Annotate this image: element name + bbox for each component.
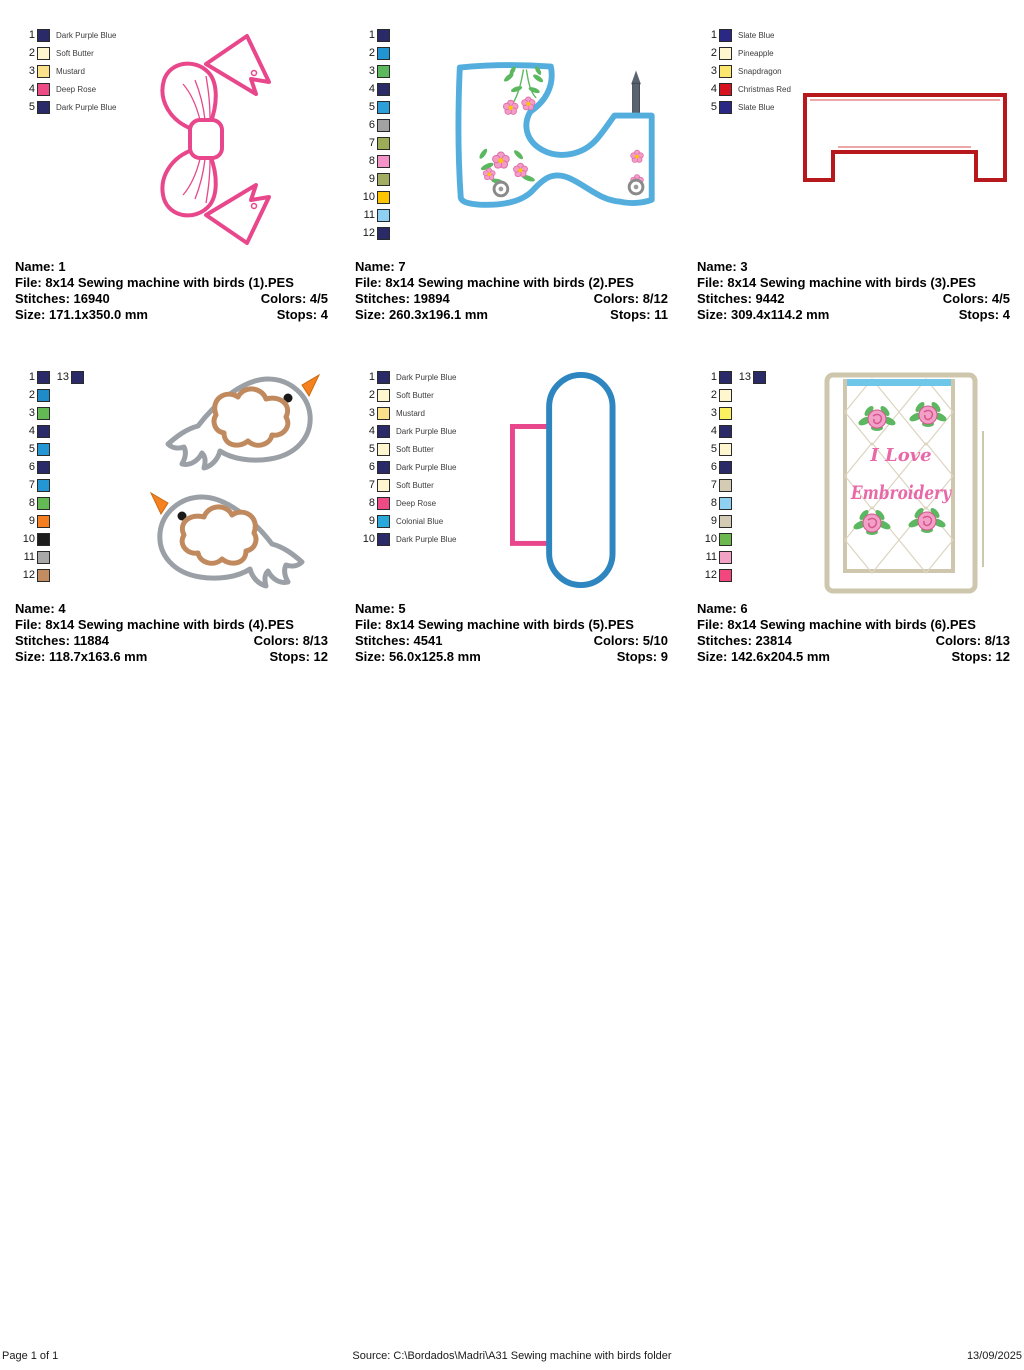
design-card-5 xyxy=(355,366,668,706)
color-legend-row xyxy=(355,440,456,458)
thread-color-legend xyxy=(355,368,456,548)
color-name: Christmas Red xyxy=(738,84,791,94)
footer-date: 13/09/2025 xyxy=(966,1350,1022,1362)
color-number: 2 xyxy=(710,47,717,59)
color-legend-row xyxy=(15,494,84,512)
two-birds-thumbnail xyxy=(138,371,335,599)
color-swatch xyxy=(37,83,50,96)
color-swatch xyxy=(377,371,390,384)
thread-color-legend xyxy=(697,368,766,584)
color-legend-row xyxy=(697,62,791,80)
design-size: Size: 142.6x204.5 mm xyxy=(697,649,830,664)
design-colors: Colors: 8/13 xyxy=(935,633,1010,648)
color-swatch xyxy=(719,533,732,546)
color-number: 10 xyxy=(704,533,717,545)
color-number: 3 xyxy=(368,65,375,77)
color-legend-row xyxy=(15,368,84,386)
color-number: 1 xyxy=(28,371,35,383)
color-number: 7 xyxy=(368,137,375,149)
design-stops: Stops: 12 xyxy=(951,649,1010,664)
color-legend-row xyxy=(355,386,456,404)
color-name: Dark Purple Blue xyxy=(56,102,117,112)
color-swatch xyxy=(377,407,390,420)
color-swatch xyxy=(719,83,732,96)
color-number: 4 xyxy=(28,425,35,437)
color-legend-row xyxy=(697,386,766,404)
color-number: 10 xyxy=(362,533,375,545)
color-legend-row xyxy=(355,188,390,206)
color-swatch xyxy=(37,497,50,510)
design-size: Size: 260.3x196.1 mm xyxy=(355,307,488,322)
color-swatch xyxy=(37,569,50,582)
color-name: Slate Blue xyxy=(738,30,775,40)
color-number: 9 xyxy=(28,515,35,527)
color-legend-row xyxy=(15,98,116,116)
color-legend-row xyxy=(697,566,766,584)
color-swatch xyxy=(719,371,732,384)
thread-color-legend xyxy=(355,26,390,242)
color-legend-row xyxy=(15,530,84,548)
color-name: Colonial Blue xyxy=(396,516,444,526)
color-name: Soft Butter xyxy=(396,444,434,454)
design-stitches: Stitches: 4541 xyxy=(355,633,443,648)
color-swatch xyxy=(719,569,732,582)
color-swatch xyxy=(377,29,390,42)
color-number: 2 xyxy=(368,389,375,401)
design-size: Size: 56.0x125.8 mm xyxy=(355,649,481,664)
design-metadata xyxy=(15,601,328,665)
design-size: Size: 309.4x114.2 mm xyxy=(697,307,830,322)
color-legend-row xyxy=(697,80,791,98)
color-legend-row xyxy=(15,512,84,530)
color-legend-row xyxy=(355,476,456,494)
color-swatch xyxy=(719,65,732,78)
color-swatch xyxy=(377,227,390,240)
color-swatch xyxy=(37,533,50,546)
color-swatch xyxy=(719,551,732,564)
design-name: Name: 7 xyxy=(355,259,406,274)
color-number: 4 xyxy=(28,83,35,95)
color-legend-row xyxy=(355,206,390,224)
color-legend-row xyxy=(355,44,390,62)
color-swatch xyxy=(377,65,390,78)
color-swatch xyxy=(719,497,732,510)
color-number: 3 xyxy=(28,407,35,419)
color-number: 1 xyxy=(710,371,717,383)
color-legend-row xyxy=(697,458,766,476)
design-colors: Colors: 8/13 xyxy=(253,633,328,648)
color-number: 8 xyxy=(28,497,35,509)
color-legend-row xyxy=(355,368,456,386)
color-number: 5 xyxy=(710,443,717,455)
design-file: File: 8x14 Sewing machine with birds (5).PES xyxy=(355,617,634,632)
color-legend-row xyxy=(697,422,766,440)
color-legend-row xyxy=(15,62,116,80)
design-card-4 xyxy=(15,366,328,706)
color-legend-row xyxy=(355,512,456,530)
color-number: 2 xyxy=(28,389,35,401)
color-name: Mustard xyxy=(396,408,425,418)
color-swatch xyxy=(719,389,732,402)
color-legend-row xyxy=(355,530,456,548)
color-number: 5 xyxy=(368,101,375,113)
color-number: 8 xyxy=(368,497,375,509)
color-legend-row xyxy=(697,548,766,566)
color-number: 6 xyxy=(28,461,35,473)
color-swatch xyxy=(37,371,50,384)
color-number: 5 xyxy=(28,443,35,455)
color-number: 1 xyxy=(368,371,375,383)
color-number: 4 xyxy=(368,83,375,95)
color-number: 3 xyxy=(368,407,375,419)
design-file: File: 8x14 Sewing machine with birds (4).PES xyxy=(15,617,294,632)
color-legend-row xyxy=(697,368,766,386)
design-file: File: 8x14 Sewing machine with birds (2).PES xyxy=(355,275,634,290)
color-swatch xyxy=(377,515,390,528)
design-card-7 xyxy=(355,24,668,364)
color-legend-row xyxy=(697,26,791,44)
color-number: 3 xyxy=(28,65,35,77)
color-number: 4 xyxy=(368,425,375,437)
color-swatch xyxy=(377,155,390,168)
color-swatch xyxy=(719,29,732,42)
design-name: Name: 3 xyxy=(697,259,748,274)
color-number: 9 xyxy=(368,173,375,185)
color-name: Slate Blue xyxy=(738,102,775,112)
color-number: 6 xyxy=(368,119,375,131)
color-name: Deep Rose xyxy=(56,84,97,94)
color-number: 9 xyxy=(368,515,375,527)
color-number: 10 xyxy=(362,191,375,203)
color-swatch xyxy=(719,443,732,456)
color-swatch xyxy=(71,371,84,384)
design-stops: Stops: 9 xyxy=(616,649,668,664)
color-number: 2 xyxy=(710,389,717,401)
embroidery-frame-thumbnail xyxy=(823,371,991,599)
design-stitches: Stitches: 19894 xyxy=(355,291,450,306)
frame-text-line1: I Love xyxy=(870,445,932,466)
color-number: 13 xyxy=(56,371,69,383)
color-number: 3 xyxy=(710,407,717,419)
color-swatch xyxy=(37,425,50,438)
color-swatch xyxy=(37,47,50,60)
design-file: File: 8x14 Sewing machine with birds (1).PES xyxy=(15,275,294,290)
color-legend-row xyxy=(15,440,84,458)
color-legend-row xyxy=(355,98,390,116)
design-file: File: 8x14 Sewing machine with birds (6).PES xyxy=(697,617,976,632)
design-card-6 xyxy=(697,366,1010,706)
color-number: 1 xyxy=(368,29,375,41)
color-legend-row xyxy=(15,548,84,566)
design-colors: Colors: 8/12 xyxy=(593,291,668,306)
design-name: Name: 5 xyxy=(355,601,406,616)
color-number: 1 xyxy=(710,29,717,41)
color-swatch xyxy=(377,47,390,60)
color-number: 11 xyxy=(23,551,35,563)
color-number: 7 xyxy=(710,479,717,491)
design-name: Name: 6 xyxy=(697,601,748,616)
footer-page-number: Page 1 of 1 xyxy=(2,1350,59,1362)
color-swatch xyxy=(37,101,50,114)
design-size: Size: 171.1x350.0 mm xyxy=(15,307,148,322)
color-swatch xyxy=(377,497,390,510)
color-legend-row xyxy=(355,458,456,476)
color-swatch xyxy=(377,173,390,186)
color-legend-row xyxy=(355,170,390,188)
color-legend-row xyxy=(355,116,390,134)
color-name: Soft Butter xyxy=(396,390,434,400)
color-swatch xyxy=(37,407,50,420)
color-legend-row xyxy=(355,224,390,242)
color-number: 4 xyxy=(710,425,717,437)
color-legend-row xyxy=(697,494,766,512)
color-swatch xyxy=(377,101,390,114)
page-footer xyxy=(0,1350,1024,1366)
color-swatch xyxy=(719,461,732,474)
color-swatch xyxy=(37,443,50,456)
color-name: Dark Purple Blue xyxy=(396,462,457,472)
color-swatch xyxy=(377,209,390,222)
color-legend-row xyxy=(15,44,116,62)
design-stops: Stops: 4 xyxy=(276,307,328,322)
color-legend-row xyxy=(15,566,84,584)
frame-text-line2: Embroidery xyxy=(850,482,953,504)
color-swatch xyxy=(377,443,390,456)
color-name: Deep Rose xyxy=(396,498,437,508)
color-legend-row xyxy=(355,494,456,512)
color-number: 4 xyxy=(710,83,717,95)
color-legend-row xyxy=(697,440,766,458)
color-legend-row xyxy=(355,134,390,152)
color-number: 11 xyxy=(363,209,375,221)
color-legend-row xyxy=(355,80,390,98)
color-legend-row xyxy=(355,62,390,80)
color-name: Dark Purple Blue xyxy=(56,30,117,40)
design-colors: Colors: 4/5 xyxy=(260,291,328,306)
color-number: 5 xyxy=(710,101,717,113)
color-swatch xyxy=(377,83,390,96)
color-number: 7 xyxy=(28,479,35,491)
color-swatch xyxy=(377,191,390,204)
design-colors: Colors: 5/10 xyxy=(593,633,668,648)
color-swatch xyxy=(377,533,390,546)
color-number: 10 xyxy=(22,533,35,545)
color-legend-row xyxy=(15,476,84,494)
design-stops: Stops: 11 xyxy=(610,307,668,322)
color-number: 11 xyxy=(705,551,717,563)
color-swatch xyxy=(37,65,50,78)
color-name: Dark Purple Blue xyxy=(396,426,457,436)
color-swatch xyxy=(719,479,732,492)
color-number: 1 xyxy=(28,29,35,41)
color-swatch xyxy=(37,29,50,42)
design-metadata xyxy=(355,259,668,323)
design-stitches: Stitches: 16940 xyxy=(15,291,110,306)
color-swatch xyxy=(719,407,732,420)
design-card-3 xyxy=(697,24,1010,364)
color-legend-row xyxy=(697,44,791,62)
color-legend-row xyxy=(15,458,84,476)
color-legend-row xyxy=(355,152,390,170)
color-legend-row xyxy=(15,26,116,44)
design-colors: Colors: 4/5 xyxy=(942,291,1010,306)
color-number: 2 xyxy=(28,47,35,59)
footer-source-path: Source: C:\Bordados\Madri\A31 Sewing machine with birds folder xyxy=(352,1350,672,1362)
color-swatch xyxy=(377,137,390,150)
color-swatch xyxy=(37,389,50,402)
color-swatch xyxy=(377,389,390,402)
pink-bow-thumbnail xyxy=(150,32,285,247)
color-number: 5 xyxy=(28,101,35,113)
design-stops: Stops: 4 xyxy=(958,307,1010,322)
color-number: 6 xyxy=(710,461,717,473)
color-number: 8 xyxy=(368,155,375,167)
color-number: 8 xyxy=(710,497,717,509)
color-name: Mustard xyxy=(56,66,85,76)
design-metadata xyxy=(15,259,328,323)
color-number: 9 xyxy=(710,515,717,527)
color-legend-row xyxy=(355,26,390,44)
thread-color-legend xyxy=(15,368,84,584)
color-swatch xyxy=(37,479,50,492)
color-legend-row xyxy=(697,530,766,548)
color-legend-row xyxy=(355,404,456,422)
color-number: 7 xyxy=(368,479,375,491)
color-swatch xyxy=(719,515,732,528)
design-stitches: Stitches: 11884 xyxy=(15,633,109,648)
design-name: Name: 1 xyxy=(15,259,66,274)
color-number: 12 xyxy=(22,569,35,581)
design-stops: Stops: 12 xyxy=(269,649,328,664)
color-legend-row xyxy=(15,80,116,98)
design-metadata xyxy=(697,259,1010,323)
color-swatch xyxy=(377,461,390,474)
color-legend-row xyxy=(697,512,766,530)
color-name: Snapdragon xyxy=(738,66,782,76)
color-swatch xyxy=(37,461,50,474)
color-number: 13 xyxy=(738,371,751,383)
color-number: 3 xyxy=(710,65,717,77)
color-number: 5 xyxy=(368,443,375,455)
color-swatch xyxy=(37,551,50,564)
color-swatch xyxy=(377,119,390,132)
design-metadata xyxy=(355,601,668,665)
color-swatch xyxy=(377,479,390,492)
color-legend-row xyxy=(15,386,84,404)
color-swatch xyxy=(753,371,766,384)
color-swatch xyxy=(719,47,732,60)
color-legend-row xyxy=(697,476,766,494)
color-number: 12 xyxy=(362,227,375,239)
design-stitches: Stitches: 9442 xyxy=(697,291,785,306)
color-swatch xyxy=(719,425,732,438)
color-legend-row xyxy=(697,98,791,116)
red-outline-thumbnail xyxy=(802,92,1008,184)
color-number: 12 xyxy=(704,569,717,581)
thread-color-legend xyxy=(15,26,116,116)
color-legend-row xyxy=(355,422,456,440)
color-name: Dark Purple Blue xyxy=(396,372,457,382)
color-swatch xyxy=(719,101,732,114)
design-file: File: 8x14 Sewing machine with birds (3).PES xyxy=(697,275,976,290)
design-card-1 xyxy=(15,24,328,364)
color-number: 2 xyxy=(368,47,375,59)
color-name: Dark Purple Blue xyxy=(396,534,457,544)
color-name: Soft Butter xyxy=(56,48,94,58)
design-size: Size: 118.7x163.6 mm xyxy=(15,649,148,664)
color-name: Soft Butter xyxy=(396,480,434,490)
thread-color-legend xyxy=(697,26,791,116)
design-stitches: Stitches: 23814 xyxy=(697,633,792,648)
color-legend-row xyxy=(15,404,84,422)
color-number: 6 xyxy=(368,461,375,473)
color-name: Pineapple xyxy=(738,48,774,58)
design-name: Name: 4 xyxy=(15,601,66,616)
color-legend-row xyxy=(697,404,766,422)
sewing-machine-thumbnail xyxy=(450,52,685,230)
color-legend-row xyxy=(15,422,84,440)
capsule-tab-thumbnail xyxy=(507,371,619,589)
color-swatch xyxy=(37,515,50,528)
design-metadata xyxy=(697,601,1010,665)
color-swatch xyxy=(377,425,390,438)
